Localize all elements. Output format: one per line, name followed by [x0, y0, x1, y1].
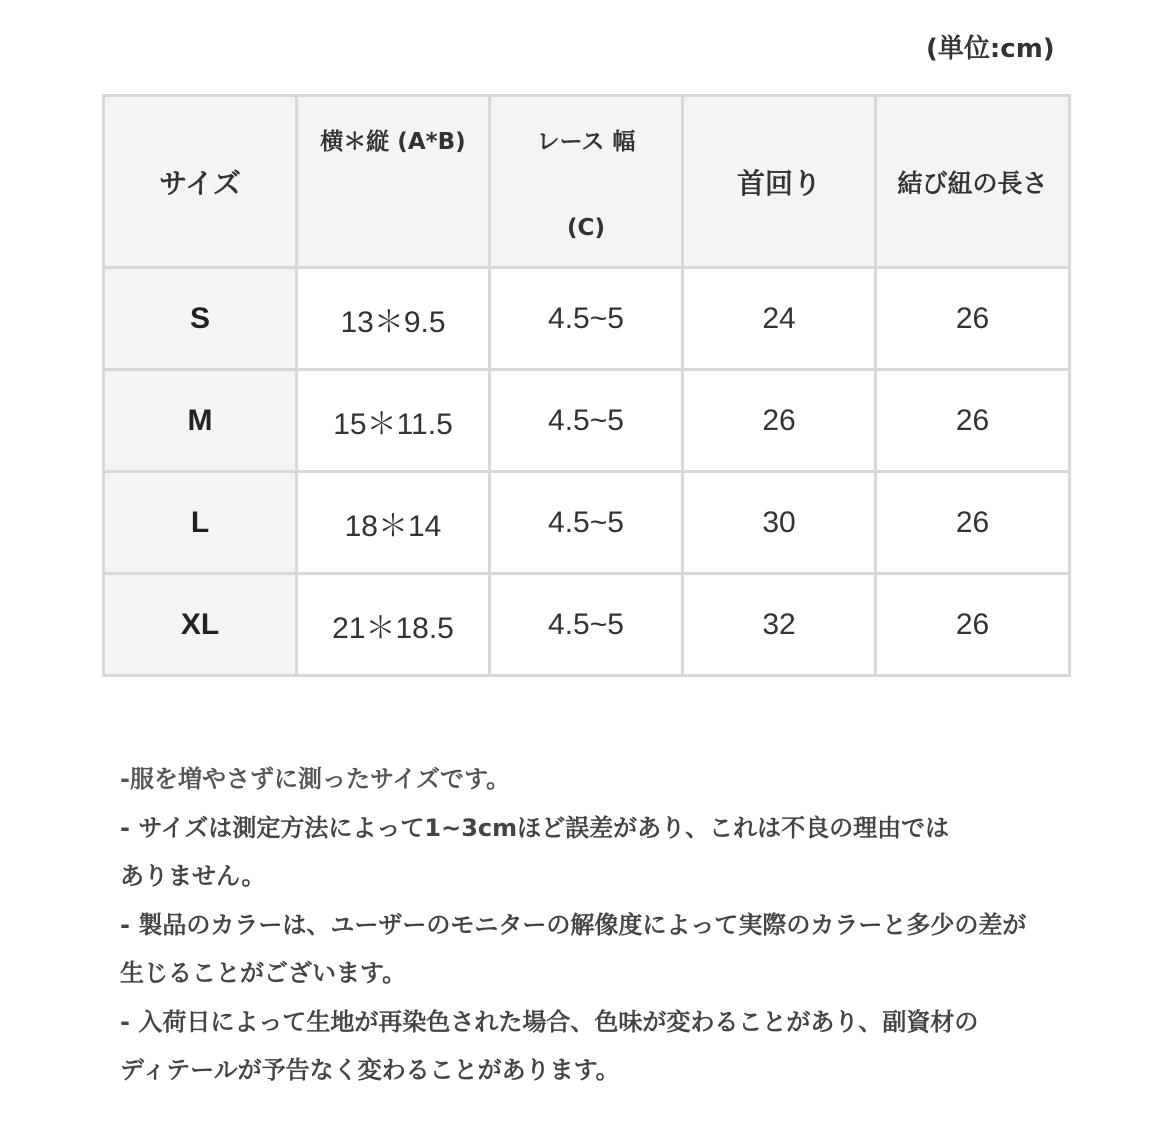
note-line: -服を増やさずに測ったサイズです。 — [120, 765, 511, 793]
note-line: 生じることがございます。 — [120, 959, 407, 987]
header-tie-length-label: 結び紐の長さ — [897, 168, 1048, 198]
cell-lace-width: 4.5~5 — [490, 472, 683, 574]
cell-lace-width: 4.5~5 — [490, 574, 683, 676]
notes — [120, 755, 1080, 1095]
header-lace-width — [490, 96, 683, 268]
header-lace-width-sub: (C) — [567, 214, 605, 241]
cell-width-length: 15＊11.5 — [297, 370, 490, 472]
cell-tie-length: 26 — [876, 370, 1070, 472]
cell-neck: 30 — [683, 472, 876, 574]
header-width-length-label: 横＊縦 (A*B) — [320, 128, 466, 155]
cell-lace-width: 4.5~5 — [490, 268, 683, 370]
note-line: ありません。 — [120, 862, 266, 890]
unit-label: (単位:cm) — [926, 34, 1055, 64]
cell-tie-length: 26 — [876, 574, 1070, 676]
table-row — [104, 472, 1070, 574]
table-row — [104, 268, 1070, 370]
header-tie-length — [876, 96, 1070, 268]
note-line: - サイズは測定方法によって1~3cmほど誤差があり、これは不良の理由では — [120, 813, 950, 842]
note-line: ディテールが予告なく変わることがあります。 — [120, 1056, 620, 1084]
cell-width-length: 21＊18.5 — [297, 574, 490, 676]
table-row — [104, 370, 1070, 472]
cell-width-length: 18＊14 — [297, 472, 490, 574]
row-size-label: S — [104, 268, 297, 370]
note-line: - 製品のカラーは、ユーザーのモニターの解像度によって実際のカラーと多少の差が — [120, 910, 1027, 939]
header-size — [104, 96, 297, 268]
table-header-row — [104, 96, 1070, 268]
cell-neck: 32 — [683, 574, 876, 676]
cell-neck: 26 — [683, 370, 876, 472]
cell-width-length: 13＊9.5 — [297, 268, 490, 370]
header-size-label: サイズ — [159, 166, 241, 200]
note-line: - 入荷日によって生地が再染色された場合、色味が変わることがあり、副資材の — [120, 1007, 979, 1036]
table-row — [104, 574, 1070, 676]
cell-tie-length: 26 — [876, 268, 1070, 370]
header-neck — [683, 96, 876, 268]
row-size-label: L — [104, 472, 297, 574]
cell-lace-width: 4.5~5 — [490, 370, 683, 472]
header-neck-label: 首回り — [736, 166, 821, 200]
size-table — [102, 94, 1071, 677]
header-width-length — [297, 96, 490, 268]
header-lace-width-label: レース 幅 — [536, 128, 636, 155]
row-size-label: XL — [104, 574, 297, 676]
cell-neck: 24 — [683, 268, 876, 370]
row-size-label: M — [104, 370, 297, 472]
cell-tie-length: 26 — [876, 472, 1070, 574]
